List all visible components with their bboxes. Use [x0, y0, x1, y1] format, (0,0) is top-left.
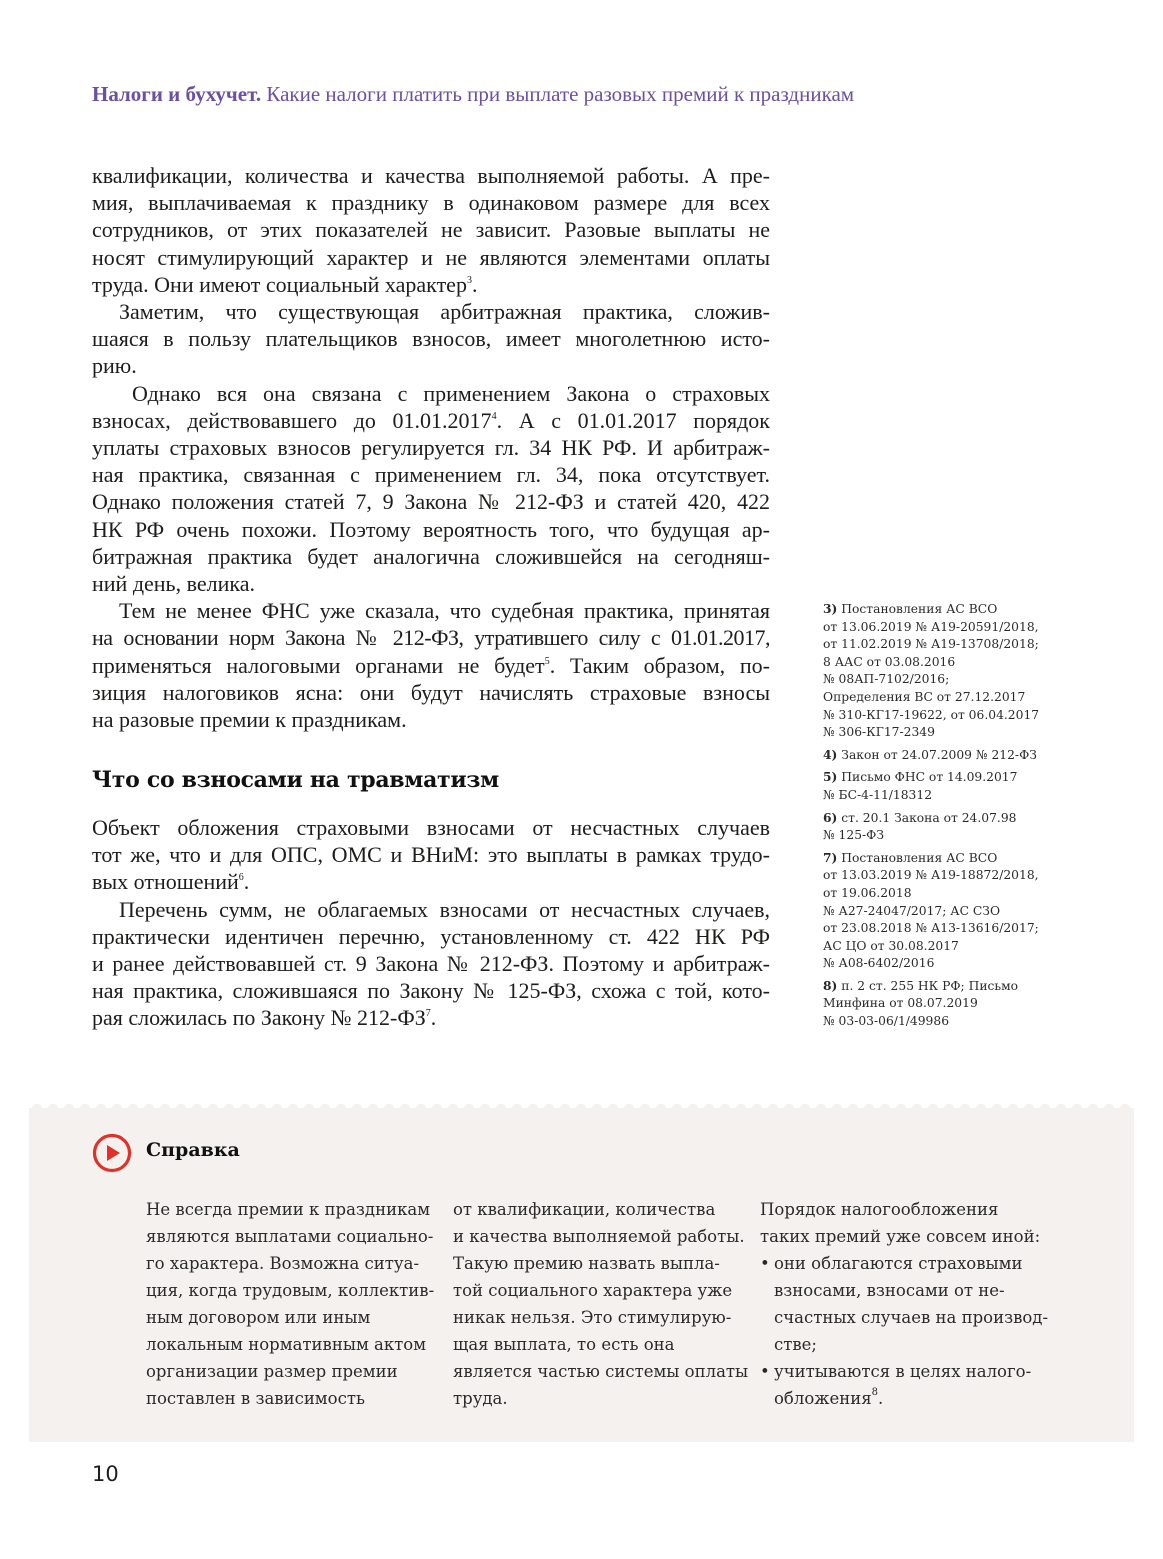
footnote-number: 3)	[823, 601, 838, 616]
footnote-text: от 11.02.2019 № А19-13708/2018;	[823, 637, 1039, 652]
footnote-text: Определения ВС от 27.12.2017	[823, 689, 1026, 704]
text-line	[92, 652, 770, 679]
footnote-number: 5)	[823, 769, 838, 785]
footnote-text: № 08АП-7102/2016;	[823, 672, 950, 687]
text-line: поставлен в зависимость	[146, 1389, 365, 1408]
text-line: труда.	[453, 1389, 508, 1408]
paragraph-1	[92, 162, 770, 298]
text-line	[92, 407, 770, 434]
running-head-title: Какие налоги платить при выплате разовых премий к праздникам	[266, 82, 855, 106]
footnote-text: 8 ААС от 03.08.2016	[823, 654, 956, 669]
footnote-text: № БС-4-11/18312	[823, 787, 933, 802]
footnote-text: АС ЦО от 30.08.2017	[823, 938, 959, 953]
info-column-2	[453, 1196, 749, 1412]
text-line: ная практика, связанная с применением гл. 34, пока отсутствует.	[92, 462, 770, 488]
text-line: ция, когда трудовым, коллектив-	[146, 1281, 435, 1300]
text-line: щая выплата, то есть она	[453, 1335, 675, 1354]
footnote-number: 6)	[823, 809, 838, 825]
text-line: рию.	[92, 353, 137, 379]
bullet-item	[760, 1250, 1050, 1358]
text-line: являются выплатами социально-	[146, 1227, 434, 1246]
page-number: 10	[92, 1462, 119, 1486]
text-fragment: .	[471, 271, 478, 297]
play-circle-icon	[92, 1133, 132, 1173]
footnote-8	[823, 977, 1063, 1031]
text-line: Порядок налогообложения	[760, 1200, 999, 1219]
footnote-ref[interactable]: 7	[425, 1008, 431, 1020]
text-line: ний день, велика.	[92, 571, 255, 597]
footnote-3	[823, 600, 1063, 742]
text-line: никак нельзя. Это стимулирую-	[453, 1308, 732, 1327]
text-fragment: .	[878, 1389, 884, 1408]
footnote-text: № А08-6402/2016	[823, 956, 935, 971]
text-line: является частью системы оплаты	[453, 1362, 749, 1381]
paragraph-4	[92, 597, 770, 733]
text-fragment: рая сложилась по Закону № 212-ФЗ	[92, 1005, 426, 1031]
footnote-7	[823, 849, 1063, 973]
paragraph-2	[92, 298, 770, 380]
text-line: квалификации, количества и качества выполняемой работы. А пре-	[92, 163, 770, 188]
text-line: носят стимулирующий характер и не являются элементами оплаты	[92, 244, 770, 270]
text-line: той социального характера уже	[453, 1281, 733, 1300]
text-line: ная практика, сложившаяся по Закону № 125-ФЗ, схожа с той, кото-	[92, 978, 770, 1004]
text-line: Такую премию назвать выпла-	[453, 1254, 720, 1273]
footnote-text: Постановления АС ВСО	[841, 602, 998, 616]
text-line: Тем не менее ФНС уже сказала, что судебная практика, принятая	[119, 598, 770, 624]
text-line: стве;	[774, 1335, 817, 1354]
footnote-ref[interactable]: 6	[238, 872, 244, 884]
text-fragment: . Таким образом, по-	[549, 652, 770, 678]
info-column-3	[760, 1196, 1050, 1412]
paragraph-3	[92, 380, 770, 598]
text-fragment: применяться налоговыми органами не будет	[92, 652, 545, 678]
footnote-ref[interactable]: 8	[871, 1387, 879, 1398]
text-line: Перечень сумм, не облагаемых взносами от несчастных случаев,	[119, 896, 770, 922]
text-fragment: .	[243, 869, 250, 895]
running-head	[92, 82, 992, 107]
text-line: Объект обложения страховыми взносами от несчастных случаев	[92, 815, 770, 840]
footnote-text: Постановления АС ВСО	[841, 850, 998, 865]
footnote-text: от 13.06.2019 № А19-20591/2018,	[823, 619, 1039, 634]
text-fragment: .	[430, 1005, 437, 1031]
text-line: зиция налоговиков ясна: они будут начислять страховые взносы	[92, 679, 770, 705]
footnote-text: Закон от 24.07.2009 № 212-ФЗ	[841, 747, 1037, 762]
footnote-ref[interactable]: 5	[544, 655, 550, 667]
footnote-text: от 19.06.2018	[823, 885, 912, 900]
text-line	[92, 271, 770, 298]
footnote-text: от 23.08.2018 № А13-13616/2017;	[823, 921, 1039, 936]
text-line: сотрудников, от этих показателей не зависит. Разовые выплаты не	[92, 217, 770, 243]
info-box-title: Справка	[146, 1139, 240, 1161]
footnote-text: Минфина от 08.07.2019	[823, 996, 978, 1011]
text-line: Заметим, что существующая арбитражная практика, сложив-	[119, 299, 770, 325]
footnote-ref[interactable]: 4	[491, 410, 497, 422]
text-line: Однако положения статей 7, 9 Закона № 212-ФЗ и статей 420, 422	[92, 489, 770, 515]
text-line: и ранее действовавшей ст. 9 Закона № 212-ФЗ. Поэтому и арбитраж-	[92, 951, 770, 977]
text-line: • они облагаются страховыми	[774, 1254, 1023, 1273]
footnote-text: п. 2 ст. 255 НК РФ; Письмо	[841, 978, 1019, 993]
section-heading: Что со взносами на травматизм	[92, 767, 499, 793]
text-line: и качества выполняемой работы.	[453, 1227, 745, 1246]
footnotes	[823, 600, 1063, 1035]
text-line: уплаты страховых взносов регулируется гл. 34 НК РФ. И арбитраж-	[92, 435, 770, 461]
text-line: взносами, взносами от не-	[774, 1281, 1005, 1300]
paragraph-6	[92, 896, 770, 1032]
text-fragment: . А с 01.01.2017 порядок	[496, 407, 770, 433]
text-line: НК РФ очень похожи. Поэтому вероятность того, что будущая ар-	[92, 516, 770, 542]
text-line	[774, 1385, 1050, 1412]
text-line: на разовые премии к праздникам.	[92, 707, 407, 733]
text-line: от квалификации, количества	[453, 1200, 716, 1219]
footnote-4	[823, 746, 1063, 765]
text-fragment: обложения	[774, 1389, 872, 1408]
text-fragment: взносах, действовавшего до 01.01.2017	[92, 407, 492, 433]
text-line: организации размер премии	[146, 1362, 398, 1381]
text-line: Однако вся она связана с применением Закона о страховых	[132, 380, 770, 406]
main-column-section-2	[92, 814, 770, 1032]
main-column	[92, 162, 770, 733]
text-line: ным договором или иным	[146, 1308, 371, 1327]
bullet-item	[760, 1358, 1050, 1412]
text-line: практически идентичен перечню, установленному ст. 422 НК РФ	[92, 923, 770, 949]
text-line: тот же, что и для ОПС, ОМС и ВНиМ: это выплаты в рамках трудо-	[92, 842, 770, 868]
text-line	[92, 868, 770, 895]
footnote-number: 4)	[823, 746, 838, 762]
running-head-section: Налоги и бухучет.	[92, 82, 262, 106]
text-line: • учитываются в целях налого-	[774, 1362, 1032, 1381]
footnote-number: 7)	[823, 849, 838, 865]
text-line: счастных случаев на производ-	[774, 1308, 1049, 1327]
footnote-text: № 125-ФЗ	[823, 828, 885, 843]
footnote-text: № 306-КГ17-2349	[823, 725, 935, 740]
text-line: мия, выплачиваемая к празднику в одинаковом размере для всех	[92, 190, 770, 216]
text-line: таких премий уже совсем иной:	[760, 1227, 1041, 1246]
footnote-ref[interactable]: 3	[466, 274, 472, 286]
footnote-text: Письмо ФНС от 14.09.2017	[841, 770, 1018, 785]
text-fragment: труда. Они имеют социальный характер	[92, 271, 467, 297]
text-line: Не всегда премии к праздникам	[146, 1200, 431, 1219]
text-line: на основании норм Закона № 212-ФЗ, утратившего силу с 01.01.2017,	[92, 625, 770, 651]
footnote-6	[823, 809, 1063, 845]
footnote-text: № 310-КГ17-19622, от 06.04.2017	[823, 707, 1040, 722]
footnote-number: 8)	[823, 977, 838, 993]
footnote-text: от 13.03.2019 № А19-18872/2018,	[823, 868, 1039, 883]
text-line: битражная практика будет аналогична сложившейся на сегодняш-	[92, 543, 770, 569]
footnote-5	[823, 768, 1063, 804]
footnote-text: № А27-24047/2017; АС СЗО	[823, 903, 1001, 918]
text-fragment: вых отношений	[92, 869, 239, 895]
info-column-1	[146, 1196, 436, 1412]
footnote-text: ст. 20.1 Закона от 24.07.98	[841, 810, 1017, 825]
text-line: локальным нормативным актом	[146, 1335, 427, 1354]
scalloped-edge	[29, 1103, 1134, 1109]
text-line	[92, 1004, 770, 1031]
text-line: шаяся в пользу плательщиков взносов, имеет многолетнюю исто-	[92, 326, 770, 352]
info-box	[29, 1108, 1134, 1442]
footnote-text: № 03-03-06/1/49986	[823, 1014, 950, 1029]
paragraph-5	[92, 814, 770, 896]
text-line: го характера. Возможна ситуа-	[146, 1254, 420, 1273]
